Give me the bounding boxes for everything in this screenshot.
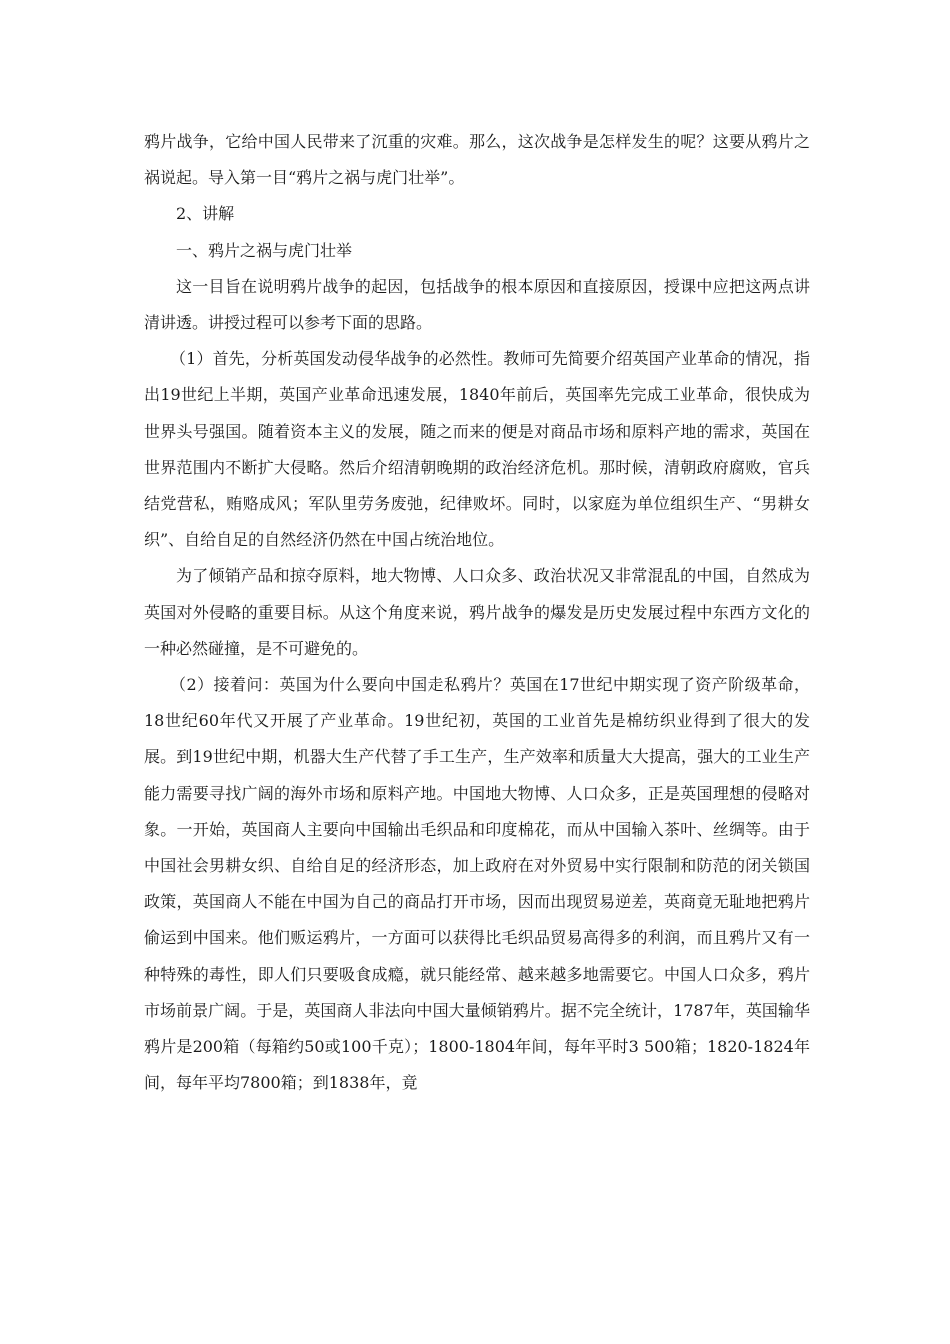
section-heading-opium: 一、鸦片之祸与虎门壮举: [176, 240, 353, 260]
paragraph-point-2: （2）接着问：英国为什么要向中国走私鸦片？英国在17世纪中期实现了资产阶级革命，18世纪60年代又开展了产业革命。19世纪初，英国的工业首先是棉纺织业得到了很大的发展。到19世纪中期，机器大生产代替了手工生产，生产效率和质量大大提高，强大的工业生产能力需要寻找广阔的海外市场和原料产地。中国地大物博、人口众多，正是英国理想的侵略对象。一开始，英国商人主要向中国输出毛织品和印度棉花，而从中国输入茶叶、丝绸等。由于中国社会男耕女织、自给自足的经济形态，加上政府在对外贸易中实行限制和防范的闭关锁国政策，英国商人不能在中国为自己的商品打开市场，因而出现贸易逆差，英商竟无耻地把鸦片偷运到中国来。他们贩运鸦片，一方面可以获得比毛织品贸易高得多的利润，而且鸦片又有一种特殊的毒性，即人们只要吸食成瘾，就只能经常、越来越多地需要它。中国人口众多，鸦片市场前景广阔。于是，英国商人非法向中国大量倾销鸦片。据不完全统计，1787年，英国输华鸦片是200箱（每箱约50或100千克）；1800-1804年间，每年平时3 500箱；1820-1824年间，每年平均7800箱；到1838年，竟: [144, 675, 810, 1093]
section-label-explanation: 2、讲解: [176, 204, 235, 224]
paragraph-target: 为了倾销产品和掠夺原料，地大物博、人口众多、政治状况又非常混乱的中国，自然成为英国对外侵略的重要目标。从这个角度来说，鸦片战争的爆发是历史发展过程中东西方文化的一种必然碰撞，是不可避免的。: [144, 566, 810, 658]
paragraph-point-1: （1）首先，分析英国发动侵华战争的必然性。教师可先简要介绍英国产业革命的情况，指出19世纪上半期，英国产业革命迅速发展，1840年前后，英国率先完成工业革命，很快成为世界头号强国。随着资本主义的发展，随之而来的便是对商品市场和原料产地的需求，英国在世界范围内不断扩大侵略。然后介绍清朝晚期的政治经济危机。那时候，清朝政府腐败，官兵结党营私，贿赂成风；军队里劳务废弛，纪律败坏。同时，以家庭为单位组织生产、“男耕女织”、自给自足的自然经济仍然在中国占统治地位。: [144, 349, 810, 550]
document-body: [144, 124, 810, 1101]
paragraph-purpose: 这一目旨在说明鸦片战争的起因，包括战争的根本原因和直接原因，授课中应把这两点讲清讲透。讲授过程可以参考下面的思路。: [144, 276, 810, 333]
paragraph-intro: 鸦片战争，它给中国人民带来了沉重的灾难。那么，这次战争是怎样发生的呢？这要从鸦片之祸说起。导入第一目“鸦片之祸与虎门壮举”。: [144, 132, 810, 188]
